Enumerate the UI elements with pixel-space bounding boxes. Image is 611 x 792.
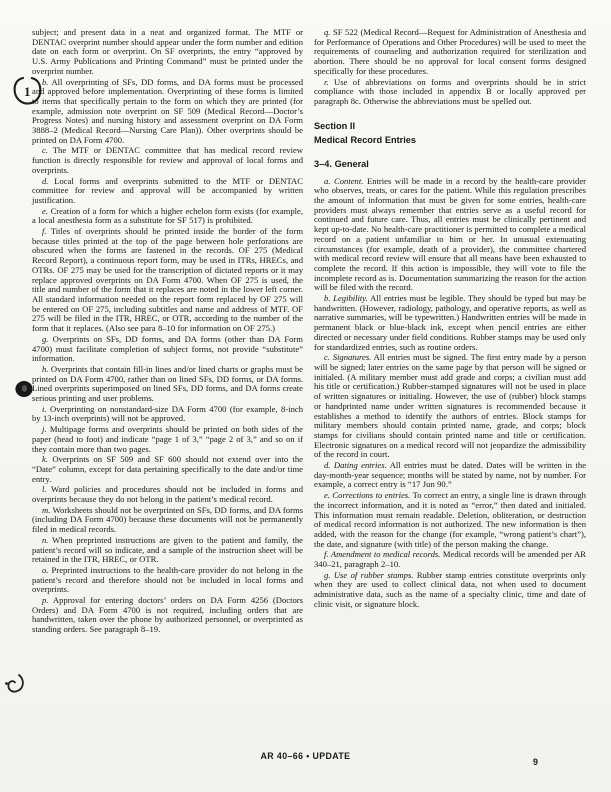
paragraph-b: [32, 78, 303, 146]
paragraph-general-e: [314, 491, 586, 549]
paragraph-label: c. Signatures.: [324, 352, 372, 363]
paragraph-text: Titles of overprints should be printed inside the border of the form because titles printed at the top of the page between hole perforations are obscured when the forms are fastened in the records. OF 275 (Medical Record Report), a continuous report form, may be used in ITRs, HRECs, and OTRs. OF 275 may be used for the transcription of dictated reports or it may replace approved overprints on DA Form 4700. When OF 275 is used, the title and number of the form that it replaces are noted in the lower left corner. All standard information needed on the report form replaced by OF 275 will be entered on OF 275, including subtitles and name and address of MTF. OF 275 will be filed in the ITR, HREC, or OTR, according to the number of the form that it replaces. (Also see para 8–10 for information on OF 275.): [32, 226, 304, 334]
paragraph-label: j.: [42, 424, 47, 435]
paragraph-m: [32, 506, 303, 535]
right-text-column: [314, 28, 586, 611]
paragraph-general-a: [314, 177, 586, 293]
paragraph-general-g: [314, 571, 586, 610]
page-number: 9: [533, 757, 539, 767]
paragraph-text: The MTF or DENTAC committee that has medical record review function is directly responsible for review and approval of local forms and overprints.: [32, 145, 303, 175]
paragraph-q: [314, 28, 586, 77]
paragraph-general-c: [314, 353, 586, 460]
paragraph-label: d.: [42, 175, 49, 186]
paragraph-label: p.: [42, 595, 49, 606]
paragraph-text: Overprints on SF 509 and SF 600 should not extend over into the “Date” column, except for data pertaining specifically to the date and/or time entry.: [32, 454, 303, 484]
paragraph-e: [32, 207, 303, 226]
paragraph-label: f. Amendment to medical records.: [324, 549, 441, 560]
paragraph-text: subject; and present data in a neat and organized format. The MTF or DENTAC overprint number should appear under the form number and edition date on each form or overprint. On SF overprints, the entry “approved by U.S. Army Publications and Printing Command” must be printed under the overprint number.: [32, 27, 303, 76]
paragraph-label: e. Corrections to entries.: [324, 490, 411, 501]
paragraph-text: Overprints on SFs, DD forms, and DA forms (other than DA Form 4700) must facilitate completion of subject forms, not provide “substitute” information.: [32, 333, 303, 364]
paragraph-text: Multipage forms and overprints should be printed on both sides of the paper (head to foot) and indicate “page 1 of 3,” “page 2 of 3,” and so on if they contain more than two pages.: [32, 424, 303, 454]
paragraph-label: k.: [42, 454, 48, 465]
paragraph-o: [32, 566, 303, 595]
paragraph-label: l.: [42, 484, 47, 495]
paragraph-label: h.: [42, 363, 49, 374]
paragraph-label: n.: [42, 534, 49, 545]
paragraph-p: [32, 596, 303, 635]
paragraph-text: Local forms and overprints submitted to the MTF or DENTAC committee for review and approval will be accompanied by written justification.: [32, 175, 303, 205]
paragraph-general-d: [314, 461, 586, 490]
paragraph-text: Preprinted instructions to the health-care provider do not belong in the patient’s record and therefore should not be included in local forms and overprints.: [32, 564, 303, 595]
paragraph-text: Creation of a form for which a higher echelon form exists (for example, a local anesthesia form as a substitute for SF 517) is prohibited.: [32, 205, 303, 226]
paragraph-text: Ward policies and procedures should not be included in forms and overprints because they do not belong in the patient’s medical record.: [32, 484, 303, 505]
paragraph-text: Overprints that contain fill-in lines and/or lined charts or graphs must be printed on DA Form 4700, rather than on lined SFs, DD forms, or DA forms. Lined overprints superimposed on lined SFs, DD forms, and DA forms create serious printing and user problems.: [32, 363, 303, 404]
paragraph-text: All entries must be signed. The first entry made by a person will be signed; later entries on the same page by that person will be signed or initialed. (A military member must add grade and corps; a civilian must add his title or certification.) Rubber-stamped signatures will not be used in place of written signatures or initialing. However, the use of (rubber) block stamps or handprinted name under written signatures is recommended because it establishes a method to identify the authors of entries. Block stamps for military members should contain printed name, grade, and corps; block stamps for civilians should contain printed name and title or certification. Electronic signatures on a medical record will not jeopardize the admissibility of the record in court.: [314, 352, 586, 460]
paragraph-l: [32, 485, 303, 504]
paragraph-label: g. Use of rubber stamps.: [324, 569, 414, 580]
paragraph-text: Overprinting on nonstandard-size DA Form 4700 (for example, 8-inch by 13-inch overprints) will not be approved.: [32, 403, 303, 424]
paragraph-k: [32, 455, 303, 484]
subsection-heading: 3–4. General: [314, 158, 369, 169]
paragraph-label: g.: [42, 333, 49, 344]
paragraph-label: a. Content.: [324, 175, 364, 186]
paragraph-label: m.: [42, 504, 51, 515]
paragraph-a-continuation: [32, 28, 303, 77]
section-heading: Section II: [314, 120, 356, 131]
paragraph-text: All overprinting of SFs, DD forms, and DA forms must be processed and approved before implementation. Overprinting of these forms is limited to items that specifically pertain to the form on which they are printed (for example, admission note overprint on SF 509 (Medical Record—Doctor’s Progress Notes) and nursing history and assessment overprint on DA Form 3888–2 (Medical Record—Nursing Care Plan)). Other overprints should be printed on DA Form 4700.: [32, 76, 303, 145]
paragraph-text: Approval for entering doctors’ orders on DA Form 4256 (Doctors Orders) and DA Form 4700 is not required, including orders that are handwritten, taken over the phone by authorized personnel, or overprinted as standing orders. See paragraph 8–19.: [32, 595, 304, 635]
paragraph-general-b: [314, 294, 586, 352]
paragraph-text: All entries must be legible. They should be typed but may be handwritten. (However, radiology, pathology, and operative reports, as well as narrative summaries, will be typewritten.) Handwritten entries will be made in permanent black or blue-black ink, except when pencil entries are either directed or necessary under field conditions. Rubber stamps may be used only for standardized entries, such as routine orders.: [314, 293, 587, 352]
paragraph-label: i.: [42, 403, 47, 414]
circled-number-text: 1: [24, 84, 31, 99]
paragraph-label: q.: [324, 27, 331, 37]
paragraph-text: Use of abbreviations on forms and overprints should be in strict compliance with those included in appendix B or locally approved per paragraph 8c. Otherwise the abbreviations must be spelled out.: [314, 76, 586, 106]
paragraph-text: Entries will be made in a record by the health-care provider who observes, treats, or cares for the patient. While this regulation prescribes the amount of information that must be given for some entries, health-care providers must always remember that entries serve as a useful record for continued and future care. Thus, all entries must be clinically pertinent and kept up-to-date. No health-care practitioner is permitted to complete a medical record on a patient unfamiliar to him or her. In unusual extenuating circumstances (for example, death of a provider), the committee chartered with medical record review will ensure that all means have been exhausted to complete the record. If this action is impossible, they will vote to file the incomplete record as is. Documentation summarizing the reason for the action will be filed with the record.: [314, 175, 586, 293]
paragraph-label: e.: [42, 205, 48, 216]
paragraph-general-f: [314, 550, 586, 569]
paragraph-d: [32, 177, 303, 206]
paragraph-label: c.: [42, 145, 48, 156]
paragraph-label: o.: [42, 564, 49, 575]
paragraph-label: r.: [324, 76, 329, 87]
handwritten-pen-curl-mark: [2, 670, 30, 702]
footer-document-id: AR 40–66 • UPDATE: [260, 751, 351, 761]
paragraph-text: Rubber stamp entries constitute overprints only when they are used to collect clinical data, not when used to document administrative data, such as the name of a specialty clinic, time and date of clinic visit, or signature block.: [314, 569, 586, 609]
paragraph-h: [32, 365, 303, 404]
paragraph-c: [32, 146, 303, 175]
paragraph-text: When preprinted instructions are given to the patient and family, the patient’s record will so indicate, and a sample of the instruction sheet will be retained in the ITR, HREC, or OTR.: [32, 534, 303, 565]
paragraph-n: [32, 536, 303, 565]
paragraph-text: SF 522 (Medical Record—Request for Administration of Anesthesia and for Performance of Operations and Other Procedures) will be used to meet the requirements of counseling and authorization required for sterilization and abortion. There should be no approval for local consent forms designed specifically for these procedures.: [314, 27, 586, 76]
paragraph-r: [314, 78, 586, 107]
left-text-column: [32, 28, 303, 636]
paragraph-text: All entries must be dated. Dates will be written in the day-month-year sequence; months will be stated by name, not by number. For example, a correct entry is “17 Jun 90.”: [314, 460, 587, 490]
paragraph-label: d. Dating entries.: [324, 460, 387, 471]
paragraph-text: Medical records will be amended per AR 340–21, paragraph 2–10.: [314, 549, 586, 570]
paragraph-g: [32, 335, 303, 364]
paragraph-j: [32, 425, 303, 454]
paragraph-f: [32, 227, 303, 334]
paragraph-text: To correct an entry, a single line is drawn through the incorrect information, and it is noted as “error,” then dated and initialed. This information must remain readable. Deletion, obliteration, or destruction of medical record information is not authorized. The new information is then added, with the reason for the change (for example, “wrong patient’s chart”), the date, and signature (with title) of the person making the change.: [314, 490, 586, 549]
paragraph-label: b. Legibility.: [324, 293, 368, 304]
section-title: Medical Record Entries: [314, 134, 417, 145]
paragraph-i: [32, 405, 303, 424]
paragraph-label: b.: [42, 76, 49, 87]
paragraph-label: f.: [42, 226, 47, 237]
paragraph-text: Worksheets should not be overprinted on SFs, DD forms, and DA forms (including DA Form 4700) because these documents will not be permanently filed in medical records.: [32, 504, 303, 535]
